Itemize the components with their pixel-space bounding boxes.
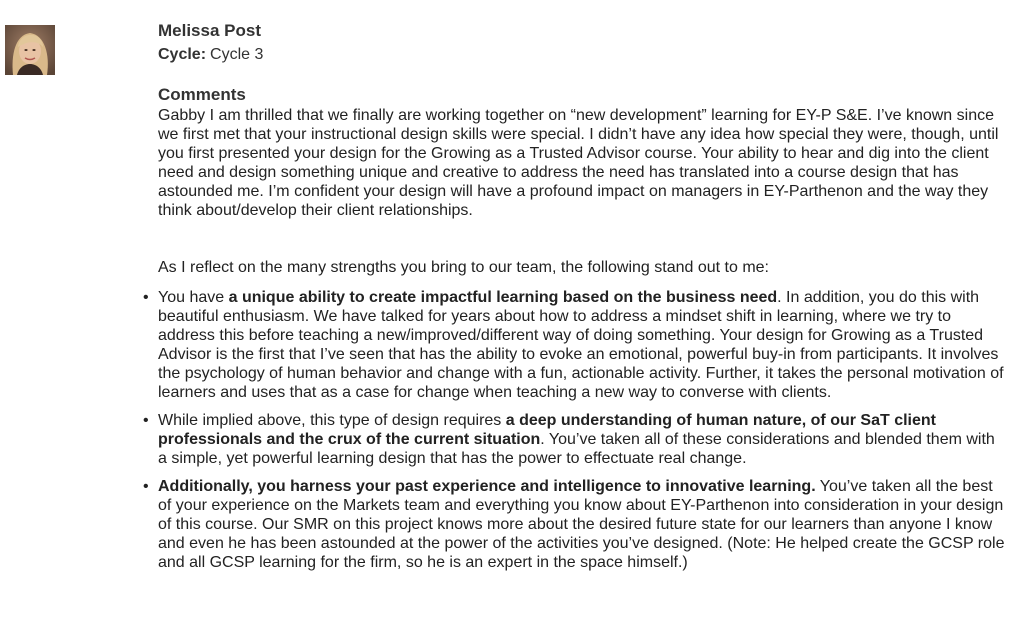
reviewer-name: Melissa Post bbox=[158, 21, 261, 40]
bullet-text-bold: a unique ability to create impactful learning based on the business need bbox=[228, 289, 778, 306]
cycle-label: Cycle: bbox=[158, 46, 207, 63]
list-item bbox=[158, 411, 1008, 468]
comment-reflect: As I reflect on the many strengths you bring to our team, the following stand out to me: bbox=[158, 259, 769, 276]
bullet-text-bold: a deep understanding of human nature, of our SaT client professionals and the crux of the current situation bbox=[158, 412, 936, 448]
review-content bbox=[158, 20, 1008, 581]
bullet-text-bold: Additionally, you harness your past experience and intelligence to innovative learning. bbox=[158, 478, 816, 495]
reviewer-avatar bbox=[5, 25, 55, 75]
person-photo-icon bbox=[5, 25, 55, 75]
cycle-value: Cycle 3 bbox=[210, 46, 264, 63]
bullet-text-post: . You’ve taken all of these considerations and blended them with a simple, yet powerful learning design that has the power to effectuate real change. bbox=[158, 431, 995, 467]
list-item bbox=[158, 477, 1008, 572]
bullet-text-pre: While implied above, this type of design requires bbox=[158, 412, 506, 429]
strengths-list bbox=[158, 288, 1008, 572]
bullet-text-post: . In addition, you do this with beautiful enthusiasm. We have talked for years about how to address a mindset shift in learning, where we try to address this before teaching a new/improved/different way of doing something. Your design for Growing as a Trusted Advisor is the first that I’ve seen that has the ability to evoke an emotional, powerful buy-in from participants. It involves the psychology of human behavior and change with a fun, actionable activity. Further, it takes the personal motivation of learners and uses that as a case for change when teaching a new way to converse with clients. bbox=[158, 289, 1004, 401]
comment-intro: Gabby I am thrilled that we finally are working together on “new development” learning for EY-P S&E. I’ve known since we first met that your instructional design skills were special. I didn’t have any idea how special they were, though, until you first presented your design for the Growing as a Trusted Advisor course. Your ability to hear and dig into the client need and design something unique and creative to address the need has translated into a course design that has astounded me. I’m confident your design will have a profound impact on managers in EY-Parthenon and the way they think about/develop their client relationships. bbox=[158, 107, 999, 219]
bullet-text-post: You’ve taken all the best of your experience on the Markets team and everything you know about EY-Parthenon into consideration in your design of this course. Our SMR on this project knows more about the desired future state for our learners than anyone I know and even he has been astounded at the power of the activities you’ve designed. (Note: He helped create the GCSP role and all GCSP learning for the firm, so he is an expert in the space himself.) bbox=[158, 478, 1005, 571]
bullet-text-pre: You have bbox=[158, 289, 229, 306]
comments-heading: Comments bbox=[158, 85, 246, 104]
comment-body bbox=[158, 106, 1008, 572]
cycle-row bbox=[158, 44, 1008, 66]
list-item bbox=[158, 288, 1008, 402]
